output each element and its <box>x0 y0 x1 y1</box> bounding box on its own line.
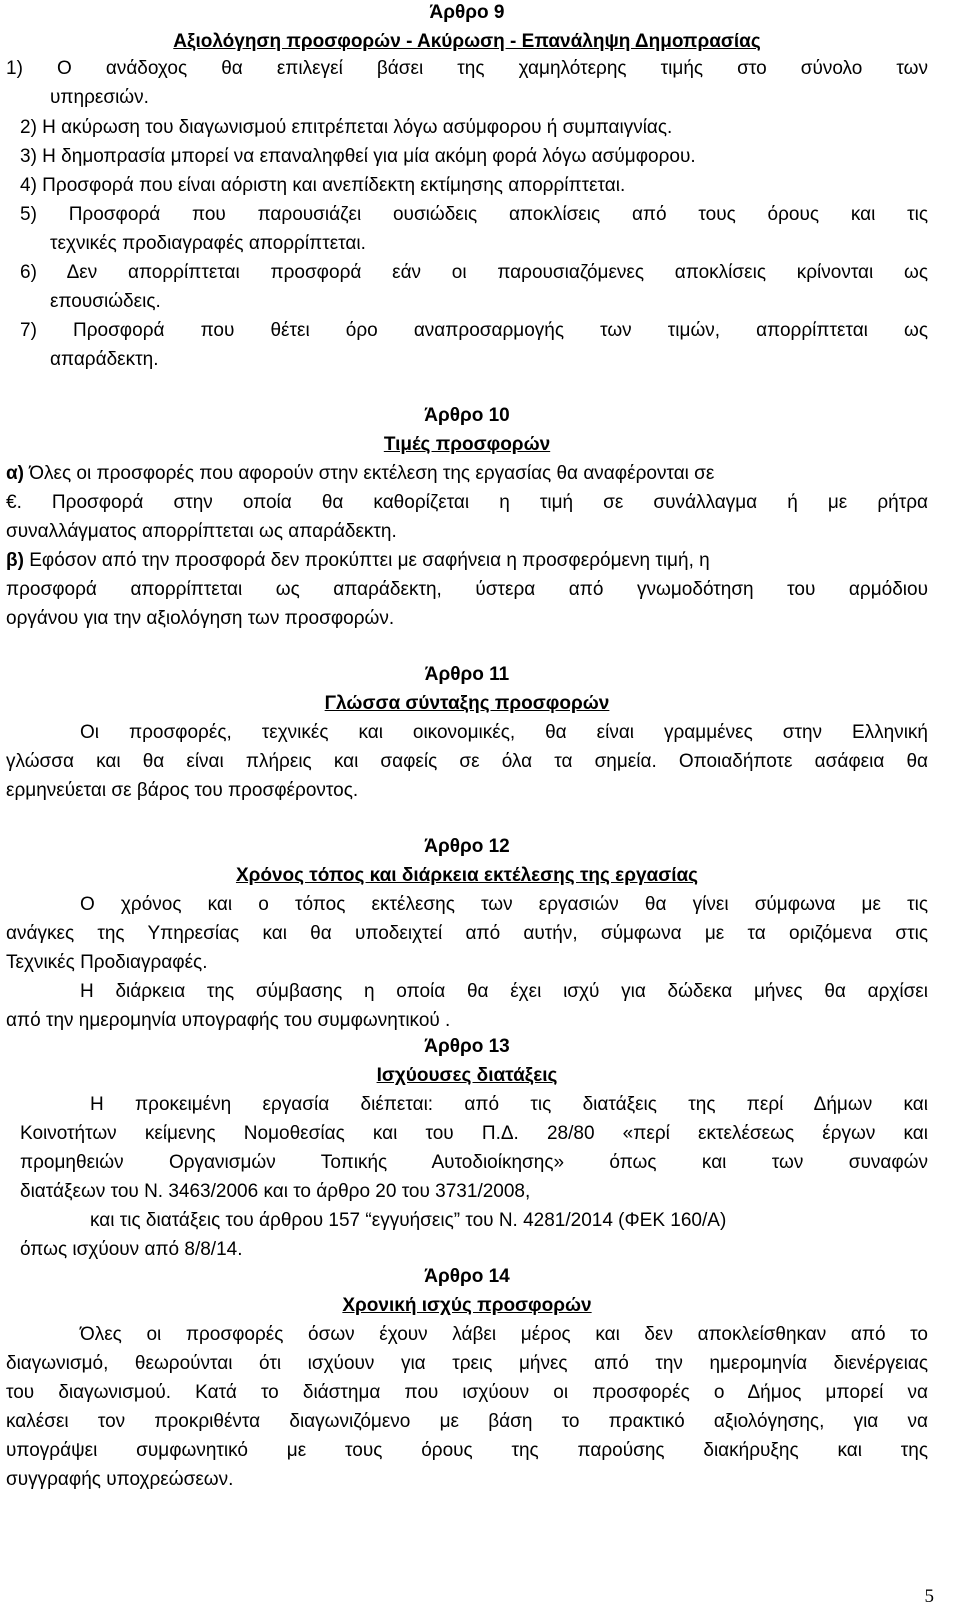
article-14-line: υπογράψει συμφωνητικό με τους όρους της παρούσης διακήρυξης και της <box>6 1440 928 1461</box>
article-9-line: 5) Προσφορά που παρουσιάζει ουσιώδεις αποκλίσεις από τους όρους και τις <box>20 204 928 225</box>
article-9-line: 1) Ο ανάδοχος θα επιλεγεί βάσει της χαμηλότερης τιμής στο σύνολο των <box>6 58 928 79</box>
article-13-line: προμηθειών Οργανισμών Τοπικής Αυτοδιοίκησης» όπως και των συναφών <box>20 1152 928 1173</box>
article-10-para-b-line: προσφορά απορρίπτεται ως απαράδεκτη, ύστερα από γνωμοδότηση του αρμόδιου <box>6 579 928 600</box>
article-9-line: επουσιώδεις. <box>50 291 161 312</box>
article-9-title: Αξιολόγηση προσφορών - Ακύρωση - Επανάληψη Δημοπρασίας <box>173 31 761 52</box>
article-13-line: Η προκειμένη εργασία διέπεται: από τις διατάξεις της περί Δήμων και <box>90 1094 928 1115</box>
article-14-line: συγγραφής υποχρεώσεων. <box>6 1469 234 1490</box>
article-14-title: Χρονική ισχύς προσφορών <box>342 1295 592 1316</box>
article-12-heading: Άρθρο 12 <box>424 836 510 857</box>
page-number: 5 <box>924 1586 934 1607</box>
article-13-line: Κοινοτήτων κείμενης Νομοθεσίας και του Π.Δ. 28/80 «περί εκτελέσεως έργων και <box>20 1123 928 1144</box>
article-11-heading: Άρθρο 11 <box>424 664 510 685</box>
article-12-line: ανάγκες της Υπηρεσίας και θα υποδειχτεί από αυτήν, σύμφωνα με τα οριζόμενα στις <box>6 923 928 944</box>
article-9-line: 3) Η δημοπρασία μπορεί να επαναληφθεί για μία ακόμη φορά λόγω ασύμφορου. <box>20 146 696 167</box>
article-9-line: 4) Προσφορά που είναι αόριστη και ανεπίδεκτη εκτίμησης απορρίπτεται. <box>20 175 626 196</box>
article-10-heading: Άρθρο 10 <box>424 405 510 426</box>
para-a-label: α) <box>6 463 25 484</box>
article-10-title: Τιμές προσφορών <box>383 434 551 455</box>
article-13-line: και τις διατάξεις του άρθρου 157 “εγγυήσεις” του Ν. 4281/2014 (ΦΕΚ 160/Α) <box>90 1210 727 1231</box>
para-b-label: β) <box>6 550 24 571</box>
article-13-line: διατάξεων του Ν. 3463/2006 και το άρθρο 20 του 3731/2008, <box>20 1181 531 1202</box>
article-14-line: Όλες οι προσφορές όσων έχουν λάβει μέρος και δεν αποκλείσθηκαν από το <box>80 1324 928 1345</box>
article-11-line: ερμηνεύεται σε βάρος του προσφέροντος. <box>6 780 359 801</box>
article-9-line: 7) Προσφορά που θέτει όρο αναπροσαρμογής των τιμών, απορρίπτεται ως <box>20 320 928 341</box>
article-9-line: τεχνικές προδιαγραφές απορρίπτεται. <box>50 233 366 254</box>
article-10-para-a-line <box>6 461 928 487</box>
article-9-line: υπηρεσιών. <box>50 87 149 108</box>
article-10-para-b-line: οργάνου για την αξιολόγηση των προσφορών. <box>6 608 395 629</box>
article-11-title: Γλώσσα σύνταξης προσφορών <box>324 693 610 714</box>
article-12-line: Ο χρόνος και ο τόπος εκτέλεσης των εργασιών θα γίνει σύμφωνα με τις <box>80 894 928 915</box>
article-12-line: Η διάρκεια της σύμβασης η οποία θα έχει ισχύ για δώδεκα μήνες θα αρχίσει <box>80 981 928 1002</box>
article-13-title: Ισχύουσες διατάξεις <box>376 1065 558 1086</box>
article-14-line: του διαγωνισμού. Κατά το διάστημα που ισχύουν οι προσφορές ο Δήμος μπορεί να <box>6 1382 928 1403</box>
article-9-line: απαράδεκτη. <box>50 349 159 370</box>
article-14-heading: Άρθρο 14 <box>424 1266 510 1287</box>
article-9-line: 2) Η ακύρωση του διαγωνισμού επιτρέπεται λόγω ασύμφορου ή συμπαιγνίας. <box>20 117 673 138</box>
article-12-line: Τεχνικές Προδιαγραφές. <box>6 952 208 973</box>
article-13-line: όπως ισχύουν από 8/8/14. <box>20 1239 243 1260</box>
article-10-para-b-line <box>6 548 928 574</box>
article-9-heading: Άρθρο 9 <box>429 2 505 23</box>
para-a-text: Όλες οι προσφορές που αφορούν στην εκτέλεση της εργασίας θα αναφέρονται σε <box>24 463 715 484</box>
article-12-line: από την ημερομηνία υπογραφής του συμφωνητικού . <box>6 1010 451 1031</box>
article-14-line: καλέσει τον προκριθέντα διαγωνιζόμενο με βάση το πρακτικό αξιολόγησης, για να <box>6 1411 928 1432</box>
article-9-line: 6) Δεν απορρίπτεται προσφορά εάν οι παρουσιαζόμενες αποκλίσεις κρίνονται ως <box>20 262 928 283</box>
article-10-para-a-line: συναλλάγματος απορρίπτεται ως απαράδεκτη. <box>6 521 397 542</box>
para-b-text: Εφόσον από την προσφορά δεν προκύπτει με σαφήνεια η προσφερόμενη τιμή, η <box>23 550 710 571</box>
article-10-para-a-line: €. Προσφορά στην οποία θα καθορίζεται η τιμή σε συνάλλαγμα ή με ρήτρα <box>6 492 928 513</box>
article-14-line: διαγωνισμό, θεωρούνται ότι ισχύουν για τρεις μήνες από την ημερομηνία διενέργειας <box>6 1353 928 1374</box>
article-13-heading: Άρθρο 13 <box>424 1036 510 1057</box>
article-11-line: γλώσσα και θα είναι πλήρεις και σαφείς σε όλα τα σημεία. Οποιαδήποτε ασάφεια θα <box>6 751 928 772</box>
article-12-title: Χρόνος τόπος και διάρκεια εκτέλεσης της εργασίας <box>235 865 699 886</box>
article-11-line: Οι προσφορές, τεχνικές και οικονομικές, θα είναι γραμμένες στην Ελληνική <box>80 722 928 743</box>
